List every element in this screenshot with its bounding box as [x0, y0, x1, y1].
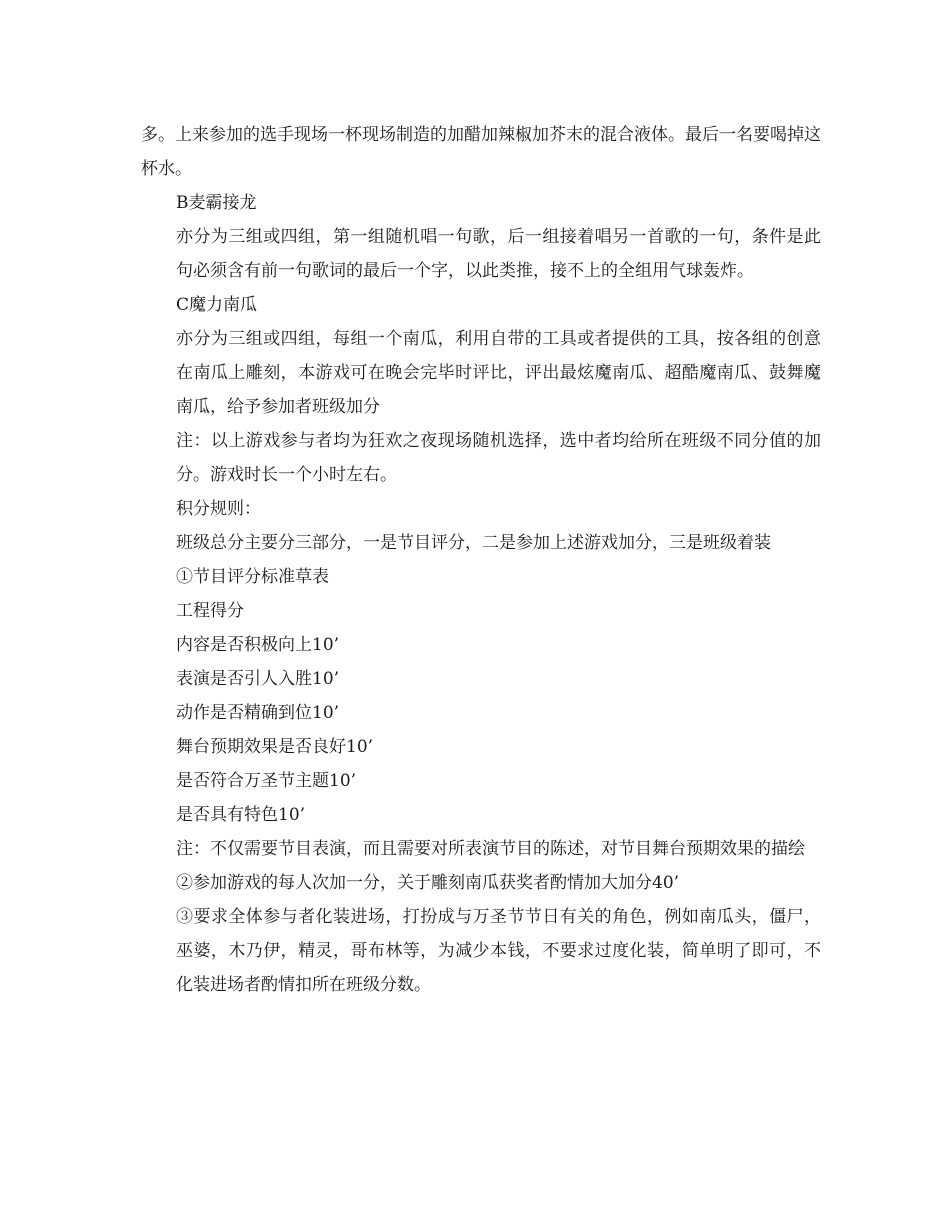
paragraph-program-note: 注：不仅需要节目表演，而且需要对所表演节目的陈述，对节目舞台预期效果的描绘 [176, 839, 805, 859]
paragraph-scoring-overview: 班级总分主要分三部分，一是节目评分，二是参加上述游戏加分，三是班级着装 [176, 533, 771, 553]
list-item-content: 内容是否积极向上10’ [176, 635, 340, 655]
document-body [141, 118, 821, 1002]
heading-program-scoring: ①节目评分标准草表 [176, 567, 329, 587]
list-item-movement: 动作是否精确到位10’ [176, 703, 340, 723]
heading-game-c: C魔力南瓜 [176, 295, 258, 315]
list-item-performance: 表演是否引人入胜10’ [176, 669, 340, 689]
list-item-project-score: 工程得分 [176, 601, 244, 621]
list-item-distinctiveness: 是否具有特色10’ [176, 805, 306, 825]
list-item-stage-effect: 舞台预期效果是否良好10’ [176, 737, 374, 757]
paragraph-game-b-rules: 亦分为三组或四组，第一组随机唱一句歌，后一组接着唱另一首歌的一句，条件是此句必须含有前一句歌词的最后一个字，以此类推，接不上的全组用气球轰炸。 [176, 227, 821, 281]
heading-game-b: B麦霸接龙 [176, 193, 257, 213]
paragraph-costume-rule: ③要求全体参与者化装进场，打扮成与万圣节节日有关的角色，例如南瓜头，僵尸，巫婆，木乃伊，精灵，哥布林等，为减少本钱，不要求过度化装，简单明了即可，不化装进场者酌情扣所在班级分数。 [176, 907, 821, 995]
heading-scoring-rules: 积分规则： [176, 499, 261, 519]
paragraph-game-points: ②参加游戏的每人次加一分，关于雕刻南瓜获奖者酌情加大加分40’ [176, 873, 680, 893]
paragraph-punishment-rule: 多。上来参加的选手现场一杯现场制造的加醋加辣椒加芥末的混合液体。最后一名要喝掉这杯水。 [141, 125, 821, 179]
paragraph-game-note: 注：以上游戏参与者均为狂欢之夜现场随机选择，选中者均给所在班级不同分值的加分。游戏时长一个小时左右。 [176, 431, 821, 485]
paragraph-game-c-rules: 亦分为三组或四组，每组一个南瓜，利用自带的工具或者提供的工具，按各组的创意在南瓜上雕刻，本游戏可在晚会完毕时评比，评出最炫魔南瓜、超酷魔南瓜、鼓舞魔南瓜，给予参加者班级加分 [176, 329, 821, 417]
list-item-halloween-theme: 是否符合万圣节主题10’ [176, 771, 357, 791]
